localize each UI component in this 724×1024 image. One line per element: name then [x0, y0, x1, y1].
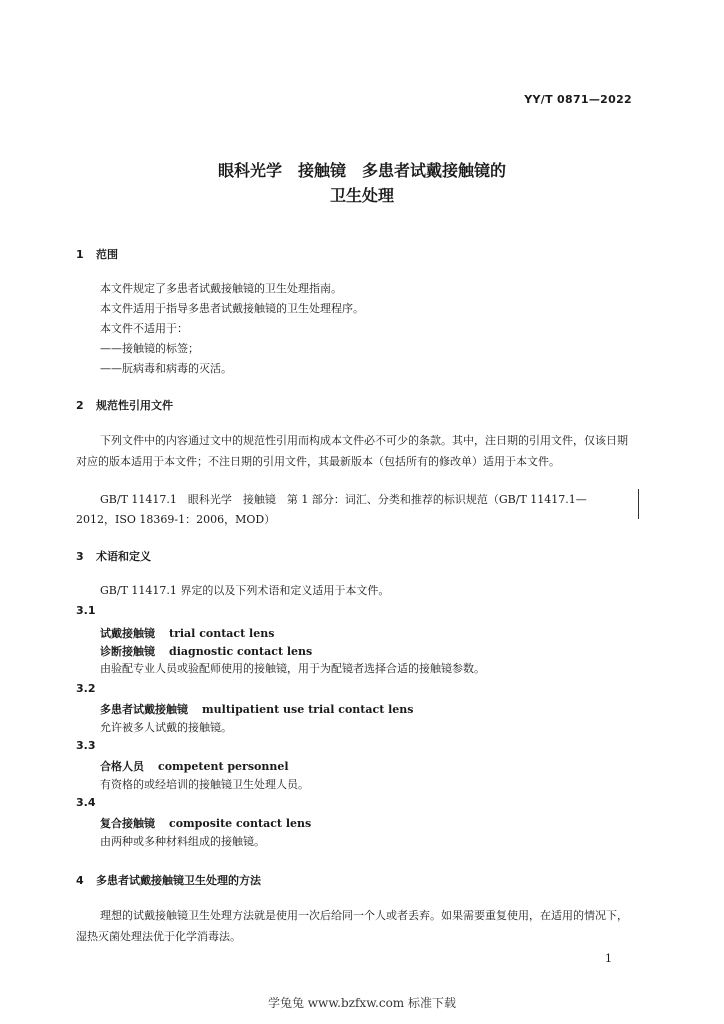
term-alt-zh: 诊断接触镜 — [100, 645, 155, 658]
term-zh: 多患者试戴接触镜 — [100, 703, 188, 716]
page-number: 1 — [605, 952, 612, 965]
term-number: 3.4 — [76, 796, 96, 809]
scope-line-2: 本文件适用于指导多患者试戴接触镜的卫生处理程序。 — [100, 302, 364, 315]
scope-line-3: 本文件不适用于： — [100, 322, 188, 335]
reference-line-2: 2012，ISO 18369-1：2006，MOD） — [76, 513, 276, 526]
methods-paragraph: 理想的试戴接触镜卫生处理方法就是使用一次后给同一个人或者丢弃。如果需要重复使用，在适用的情况下，湿热灭菌处理法优于化学消毒法。 — [76, 909, 628, 943]
document-title-line2: 卫生处理 — [329, 186, 394, 205]
section-3-heading — [76, 548, 151, 564]
section-number: 4 — [76, 874, 84, 887]
term-entry — [100, 625, 274, 641]
section-number: 2 — [76, 399, 84, 412]
standard-number: YY/T 0871—2022 — [524, 93, 632, 106]
term-definition: 由两种或多种材料组成的接触镜。 — [100, 835, 265, 848]
term-en: trial contact lens — [169, 627, 275, 640]
section-1-heading — [76, 246, 118, 262]
section-number: 1 — [76, 248, 84, 261]
term-en: composite contact lens — [169, 817, 312, 830]
term-definition: 有资格的或经培训的接触镜卫生处理人员。 — [100, 778, 309, 791]
section-title: 多患者试戴接触镜卫生处理的方法 — [96, 874, 261, 887]
term-entry — [100, 815, 311, 831]
normative-references-paragraph: 下列文件中的内容通过文中的规范性引用而构成本文件必不可少的条款。其中，注日期的引用文件，仅该日期对应的版本适用于本文件；不注日期的引用文件，其最新版本（包括所有的修改单）适用于本文件。 — [76, 434, 628, 468]
document-title-line1: 眼科光学 接触镜 多患者试戴接触镜的 — [217, 161, 506, 180]
term-entry — [100, 701, 414, 717]
term-definition: 允许被多人试戴的接触镜。 — [100, 721, 232, 734]
scope-line-5: ——朊病毒和病毒的灭活。 — [100, 362, 232, 375]
term-number: 3.3 — [76, 739, 96, 752]
term-number: 3.1 — [76, 604, 96, 617]
term-zh: 复合接触镜 — [100, 817, 155, 830]
section-title: 范围 — [96, 248, 118, 261]
scope-line-1: 本文件规定了多患者试戴接触镜的卫生处理指南。 — [100, 282, 342, 295]
change-bar — [638, 489, 639, 519]
term-definition: 由验配专业人员或验配师使用的接触镜，用于为配镜者选择合适的接触镜参数。 — [100, 662, 485, 675]
terms-intro: GB/T 11417.1 界定的以及下列术语和定义适用于本文件。 — [100, 584, 390, 597]
term-alt-en: diagnostic contact lens — [169, 645, 313, 658]
scope-line-4: ——接触镜的标签； — [100, 342, 199, 355]
section-number: 3 — [76, 550, 84, 563]
term-number: 3.2 — [76, 682, 96, 695]
reference-line-1: GB/T 11417.1 眼科光学 接触镜 第 1 部分：词汇、分类和推荐的标识规范（GB/T 11417.1— — [100, 493, 587, 506]
section-title: 术语和定义 — [96, 550, 151, 563]
term-en: multipatient use trial contact lens — [202, 703, 414, 716]
term-alt-entry — [100, 643, 312, 659]
section-title: 规范性引用文件 — [96, 399, 173, 412]
term-en: competent personnel — [158, 760, 289, 773]
term-zh: 试戴接触镜 — [100, 627, 155, 640]
section-2-heading — [76, 397, 173, 413]
term-entry — [100, 758, 289, 774]
term-zh: 合格人员 — [100, 760, 144, 773]
section-4-heading — [76, 872, 261, 888]
footer-watermark: 学兔兔 www.bzfxw.com 标准下载 — [267, 996, 457, 1010]
